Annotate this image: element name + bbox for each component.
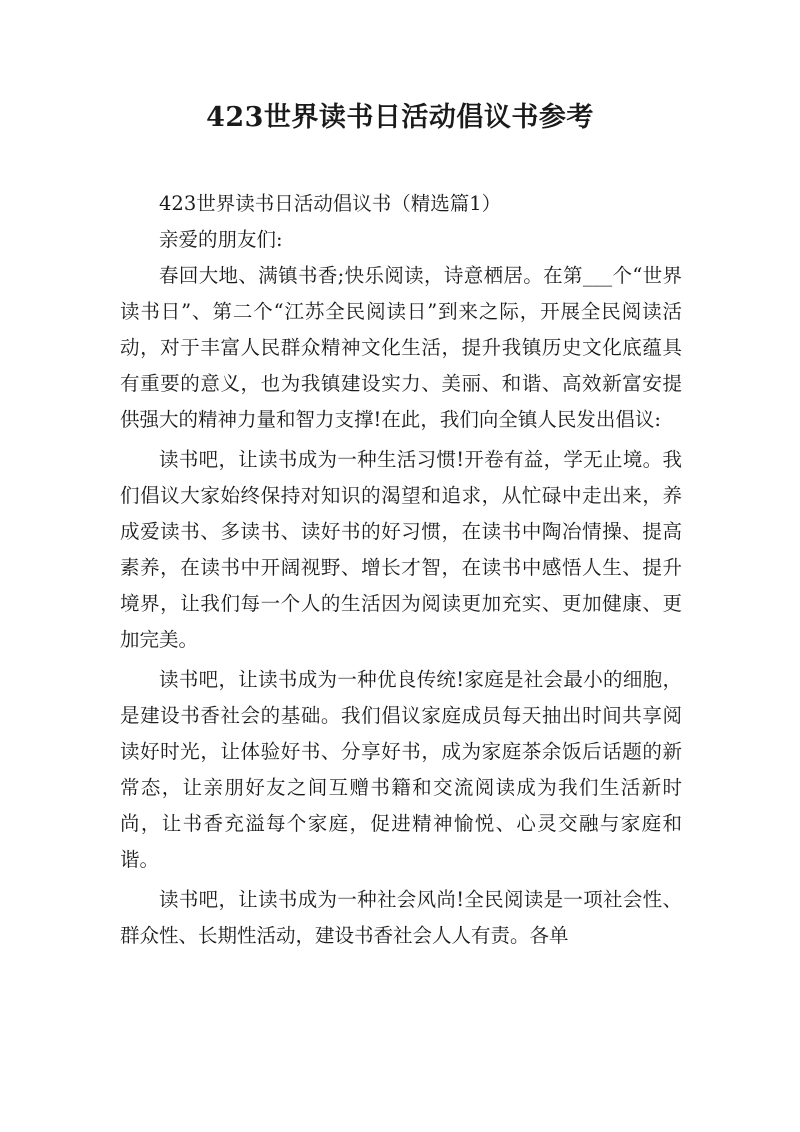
paragraph-custom: 读书吧，让读书成为一种社会风尚!全民阅读是一项社会性、群众性、长期性活动，建设书香社会人人有责。各单	[120, 888, 682, 947]
paragraph-tradition: 读书吧，让读书成为一种优良传统!家庭是社会最小的细胞，是建设书香社会的基础。我们倡议家庭成员每天抽出时间共享阅读好时光，让体验好书、分享好书，成为家庭茶余饭后话题的新常态，让亲朋好友之间互赠书籍和交流阅读成为我们生活新时尚，让书香充溢每个家庭，促进精神愉悦、心灵交融与家庭和谐。	[120, 668, 682, 871]
document-body	[120, 186, 682, 954]
salutation: 亲爱的朋友们:	[159, 228, 283, 251]
section-subtitle: 423世界读书日活动倡议书（精选篇1）	[159, 192, 502, 215]
paragraph-intro: 春回大地、满镇书香;快乐阅读，诗意栖居。在第___个“世界读书日”、第二个“江苏全民阅读日”到来之际，开展全民阅读活动，对于丰富人民群众精神文化生活，提升我镇历史文化底蕴具有重要的意义，也为我镇建设实力、美丽、和谐、高效新富安提供强大的精神力量和智力支撑!在此，我们向全镇人民发出倡议:	[120, 264, 682, 431]
document-title: 423世界读书日活动倡议书参考	[206, 102, 594, 133]
paragraph-habit: 读书吧，让读书成为一种生活习惯!开卷有益，学无止境。我们倡议大家始终保持对知识的渴望和追求，从忙碌中走出来，养成爱读书、多读书、读好书的好习惯，在读书中陶冶情操、提高素养，在读书中开阔视野、增长才智，在读书中感悟人生、提升境界，让我们每一个人的生活因为阅读更加充实、更加健康、更加完美。	[120, 448, 682, 651]
